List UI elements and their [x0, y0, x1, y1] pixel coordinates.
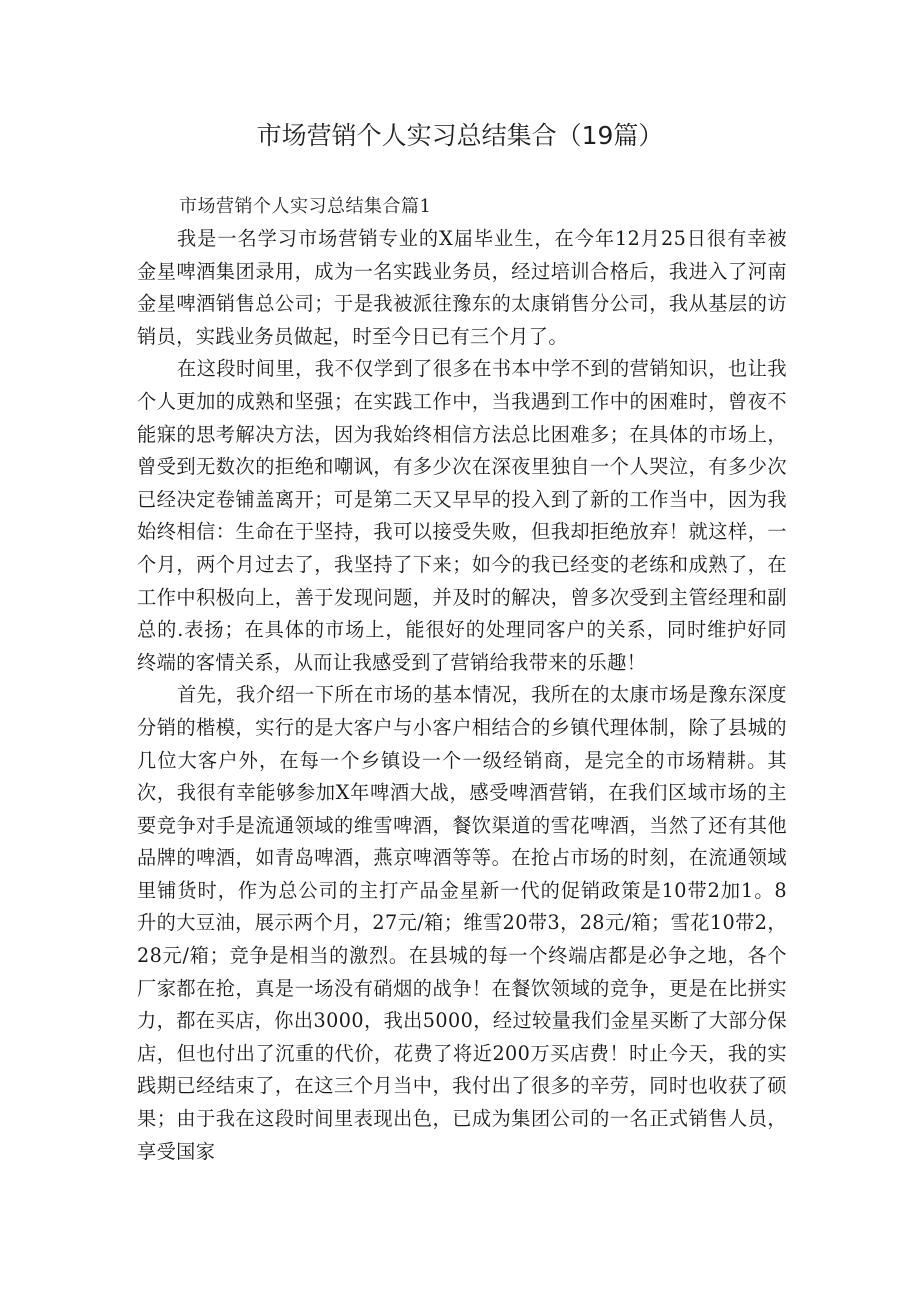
document-body — [137, 191, 787, 1168]
paragraph-3: 首先，我介绍一下所在市场的基本情况，我所在的太康市场是豫东深度分销的楷模，实行的是大客户与小客户相结合的乡镇代理体制，除了县城的几位大客户外，在每一个乡镇设一个一级经销商，是完全的市场精耕。其次，我很有幸能够参加X年啤酒大战，感受啤酒营销，在我们区域市场的主要竞争对手是流通领域的维雪啤酒，餐饮渠道的雪花啤酒，当然了还有其他品牌的啤酒，如青岛啤酒，燕京啤酒等等。在抢占市场的时刻，在流通领域里铺货时，作为总公司的主打产品金星新一代的促销政策是10带2加1。8升的大豆油，展示两个月，27元/箱；维雪20带3，28元/箱；雪花10带2，28元/箱；竞争是相当的激烈。在县城的每一个终端店都是必争之地，各个厂家都在抢，真是一场没有硝烟的战争！在餐饮领域的竞争，更是在比拼实力，都在买店，你出3000，我出5000，经过较量我们金星买断了大部分保店，但也付出了沉重的代价，花费了将近200万买店费！时止今天，我的实践期已经结束了，在这三个月当中，我付出了很多的辛劳，同时也收获了硕果；由于我在这段时间里表现出色，已成为集团公司的一名正式销售人员，享受国家 — [137, 683, 787, 1163]
section-heading: 市场营销个人实习总结集合篇1 — [179, 196, 432, 217]
paragraph-2: 在这段时间里，我不仅学到了很多在书本中学不到的营销知识，也让我个人更加的成熟和坚强；在实践工作中，当我遇到工作中的困难时，曾夜不能寐的思考解决方法，因为我始终相信方法总比困难多；在具体的市场上，曾受到无数次的拒绝和嘲讽，有多少次在深夜里独自一个人哭泣，有多少次已经决定卷铺盖离开；可是第二天又早早的投入到了新的工作当中，因为我始终相信：生命在于坚持，我可以接受失败，但我却拒绝放弃！就这样，一个月，两个月过去了，我坚持了下来；如今的我已经变的老练和成熟了，在工作中积极向上，善于发现问题，并及时的解决，曾多次受到主管经理和副总的.表扬；在具体的市场上，能很好的处理同客户的关系，同时维护好同终端的客情关系，从而让我感受到了营销给我带来的乐趣！ — [137, 357, 787, 674]
document-title: 市场营销个人实习总结集合（19篇） — [256, 121, 664, 150]
paragraph-1: 我是一名学习市场营销专业的X届毕业生，在今年12月25日很有幸被金星啤酒集团录用，成为一名实践业务员，经过培训合格后，我进入了河南金星啤酒销售总公司；于是我被派往豫东的太康销售分公司，我从基层的访销员，实践业务员做起，时至今日已有三个月了。 — [137, 227, 787, 348]
